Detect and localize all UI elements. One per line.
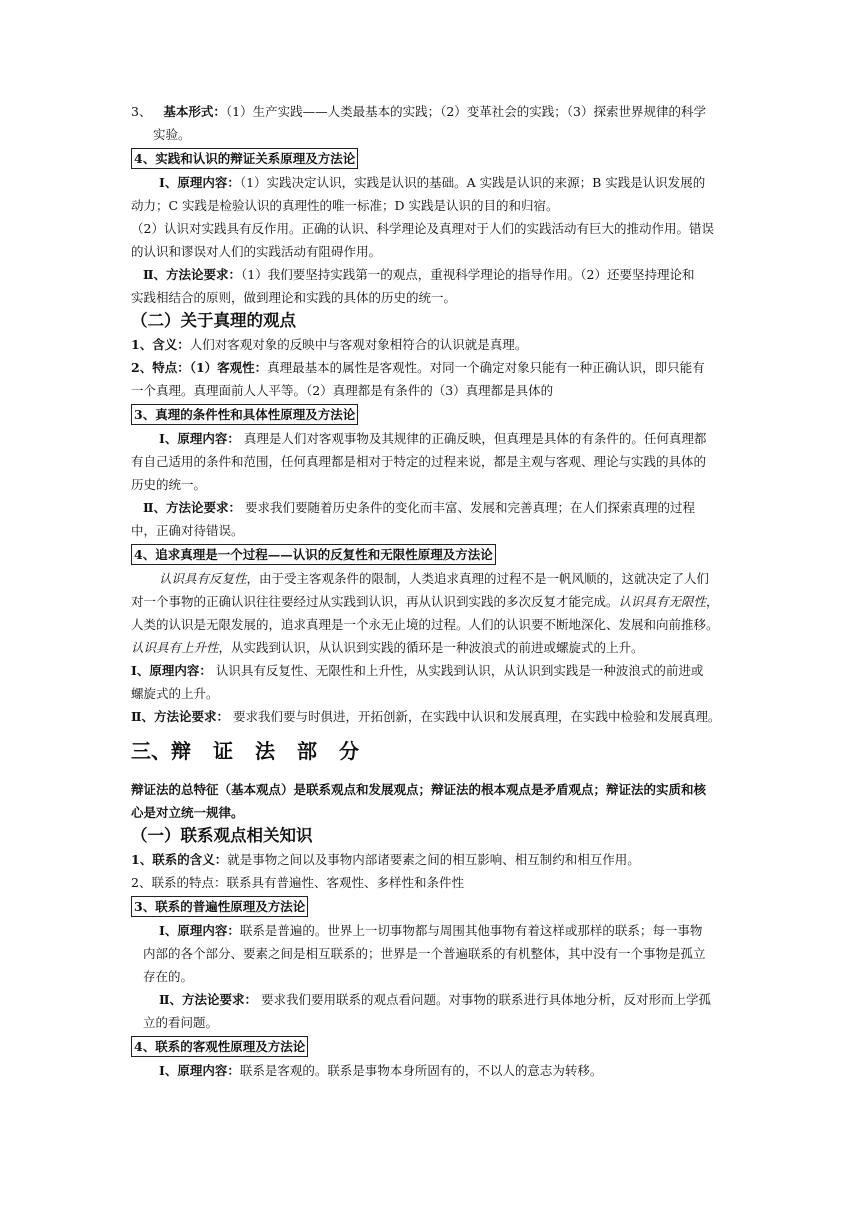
definition-label: 1、联系的含义：	[131, 852, 228, 867]
principle-line	[131, 919, 731, 942]
boxed-title: 4、联系的客观性原理及方法论	[131, 1036, 308, 1057]
method-text: 实践相结合的原则，做到理论和实践的具体的历史的统一。	[131, 290, 457, 305]
heading-truth: （二）关于真理的观点	[131, 311, 296, 330]
italic-term: 认识具有无限性	[618, 594, 707, 609]
process-text: ，由于受主客观条件的限制，人类追求真理的过程不是一帆风顺的，这就决定了人们	[246, 571, 710, 586]
method-label: Ⅱ、方法论要求：	[143, 267, 242, 282]
principle-label: Ⅰ、原理内容：	[159, 923, 240, 938]
heading-connection: （一）联系观点相关知识	[131, 826, 313, 845]
principle-text: 动力；C 实践是检验认识的真理性的唯一标准；D 实践是认识的目的和归宿。	[131, 198, 559, 213]
principle-label: Ⅰ、原理内容：	[159, 431, 240, 446]
definition-label: 1、含义：	[131, 337, 190, 352]
boxed-title: 4、追求真理是一个过程——认识的反复性和无限性原理及方法论	[131, 544, 496, 565]
process-text: 对一个事物的正确认识往往要经过从实践到认识，再从认识到实践的多次反复才能完成。	[131, 594, 619, 609]
connection-definition	[131, 848, 731, 871]
principle-text: 螺旋式的上升。	[131, 686, 219, 701]
principle-line	[131, 171, 731, 194]
heading-char: 分	[339, 739, 359, 763]
method-text: 立的看问题。	[143, 1015, 219, 1030]
principle-line	[131, 427, 731, 450]
item-number: 3、	[131, 104, 152, 119]
principle-line	[131, 659, 731, 682]
principle-line	[131, 450, 731, 473]
boxed-title: 4、实践和认识的辩证关系原理及方法论	[131, 148, 358, 169]
basic-forms-cont	[131, 123, 731, 146]
section-title-connection-objectivity	[131, 1034, 731, 1059]
features-text: 真理最基本的属性是客观性。对同一个确定对象只能有一种正确认识，即只能有	[267, 360, 705, 375]
principle-text: （2）认识对实践具有反作用。正确的认识、科学理论及真理对于人们的实践活动有巨大的推动作用。错误	[131, 221, 714, 236]
heading-char: 三、辩	[131, 739, 191, 763]
process-line	[131, 567, 731, 590]
method-line	[131, 705, 731, 728]
method-text: 要求我们要随着历史条件的变化而丰富、发展和完善真理；在人们探索真理的过程	[241, 500, 696, 515]
principle-line	[131, 965, 731, 988]
process-text: ，从实践到认识，从认识到实践的循环是一种波浪式的前进或螺旋式的上升。	[218, 640, 644, 655]
italic-term: 认识具有上升性	[131, 640, 219, 655]
principle-line	[131, 217, 731, 240]
principle-line	[131, 942, 731, 965]
principle-text: 存在的。	[143, 969, 194, 984]
definition-text: 人们对客观对象的反映中与客观对象相符合的认识就是真理。	[189, 337, 528, 352]
section-title-connection-universality	[131, 894, 731, 919]
boxed-title: 3、联系的普遍性原理及方法论	[131, 896, 308, 917]
method-label: Ⅱ、方法论要求：	[143, 500, 242, 515]
principle-text: （1）实践决定认识，实践是认识的基础。A 实践是认识的来源；B 实践是认识发展的	[239, 175, 706, 190]
principle-text: 认识具有反复性、无限性和上升性，从实践到认识，从认识到实践是一种波浪式的前进或	[211, 663, 704, 678]
section-title-practice-cognition	[131, 146, 731, 171]
principle-text: 真理是人们对客观事物及其规律的正确反映，但真理是具体的有条件的。任何真理都	[239, 431, 707, 446]
method-line	[131, 988, 731, 1011]
item-text: 实验。	[153, 127, 191, 142]
principle-label: Ⅰ、原理内容：	[159, 1063, 240, 1078]
connection-features: 2、联系的特点：联系具有普遍性、客观性、多样性和条件性	[131, 875, 464, 890]
method-label: Ⅱ、方法论要求：	[159, 992, 258, 1007]
method-text: 中，正确对待错误。	[131, 523, 244, 538]
document-page	[131, 100, 731, 1082]
process-line	[131, 613, 731, 636]
principle-label: Ⅰ、原理内容：	[131, 663, 212, 678]
process-text: ，	[706, 594, 719, 609]
principle-text: 联系是普遍的。世界上一切事物都与周围其他事物有着这样或那样的联系；每一事物	[239, 923, 703, 938]
boxed-title: 3、真理的条件性和具体性原理及方法论	[131, 404, 358, 425]
dialectics-summary: 辩证法的总特征（基本观点）是联系观点和发展观点；辩证法的根本观点是矛盾观点；辩证法的实质和核	[131, 782, 707, 797]
item-text: （1）生产实践——人类最基本的实践；（2）变革社会的实践；（3）探索世界规律的科学	[225, 104, 707, 119]
method-label: Ⅱ、方法论要求：	[131, 709, 230, 724]
principle-label: Ⅰ、原理内容：	[159, 175, 240, 190]
principle-text: 有自己适用的条件和范围，任何真理都是相对于特定的过程来说，都是主观与客观、理论与实践的具体的	[131, 454, 707, 469]
method-line	[131, 286, 731, 309]
method-line	[131, 1011, 731, 1034]
principle-text: 内部的各个部分、要素之间是相互联系的；世界是一个普遍联系的有机整体，其中没有一个事物是孤立	[143, 946, 706, 961]
section-title-truth-conditionality	[131, 402, 731, 427]
truth-features	[131, 356, 731, 379]
process-line	[131, 590, 731, 613]
principle-text: 联系是客观的。联系是事物本身所固有的，不以人的意志为转移。	[239, 1063, 603, 1078]
principle-line	[131, 473, 731, 496]
principle-text: 的认识和谬误对人们的实践活动有阻碍作用。	[131, 244, 382, 259]
heading-char: 部	[297, 739, 317, 763]
dialectics-summary-cont: 心是对立统一规律。	[131, 805, 244, 820]
method-line	[131, 496, 731, 519]
heading-char: 证	[213, 739, 233, 763]
method-text: 要求我们要用联系的观点看问题。对事物的联系进行具体地分析，反对形而上学孤	[257, 992, 712, 1007]
features-text: 一个真理。真理面前人人平等。（2）真理都是有条件的（3）真理都是具体的	[131, 383, 554, 398]
principle-line	[131, 194, 731, 217]
italic-term: 认识具有反复性	[159, 571, 247, 586]
process-text: 人类的认识是无限发展的，追求真理是一个永无止境的过程。人们的认识要不断地深化、发展和向前推移。	[131, 617, 719, 632]
heading-char: 法	[255, 739, 275, 763]
truth-features-cont	[131, 379, 731, 402]
principle-line	[131, 1059, 731, 1082]
principle-text: 历史的统一。	[131, 477, 207, 492]
truth-definition	[131, 333, 731, 356]
definition-text: 就是事物之间以及事物内部诸要素之间的相互影响、相互制约和相互作用。	[227, 852, 640, 867]
section-title-truth-process	[131, 542, 731, 567]
item-label: 基本形式：	[163, 104, 226, 119]
part-heading-dialectics	[131, 734, 731, 768]
principle-line	[131, 682, 731, 705]
basic-forms-line	[131, 100, 731, 123]
method-line	[131, 263, 731, 286]
method-text: 要求我们要与时俱进，开拓创新，在实践中认识和发展真理，在实践中检验和发展真理。	[229, 709, 721, 724]
principle-line	[131, 240, 731, 263]
process-line	[131, 636, 731, 659]
features-label: 2、特点：（1）客观性：	[131, 360, 268, 375]
method-line	[131, 519, 731, 542]
method-text: （1）我们要坚持实践第一的观点，重视科学理论的指导作用。（2）还要坚持理论和	[241, 267, 695, 282]
